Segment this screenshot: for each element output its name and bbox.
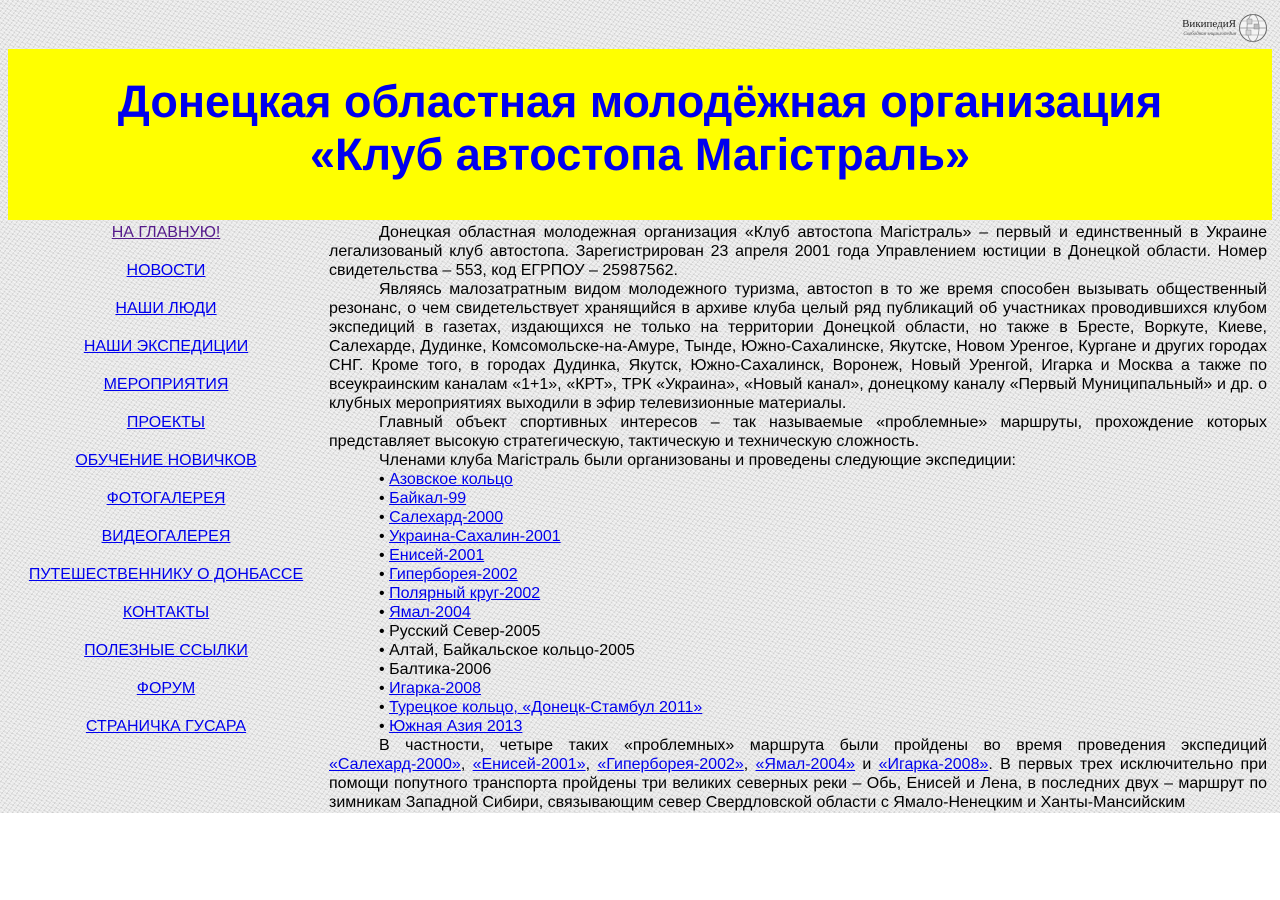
expedition-link[interactable]: Украина-Сахалин-2001 — [389, 528, 561, 545]
list-item — [379, 717, 1267, 736]
expedition-link[interactable]: Азовское кольцо — [389, 471, 513, 488]
bullet: • — [379, 661, 385, 678]
bullet: • — [379, 642, 385, 659]
main-content — [329, 223, 1267, 812]
separator-comma: , — [585, 756, 591, 773]
nav-link-forum[interactable]: ФОРУМ — [136, 680, 196, 697]
list-item — [379, 584, 1267, 603]
bullet: • — [379, 566, 385, 583]
list-item — [379, 470, 1267, 489]
inline-link-salekhard-2000[interactable]: «Салехард-2000» — [329, 756, 461, 773]
problem-routes-intro: В частности, четыре таких «проблемных» маршрута были пройдены во время проведения экспедиций — [379, 737, 1267, 754]
expedition-text: Алтай, Байкальское кольцо-2005 — [389, 642, 635, 659]
nav-link-donbass-guide[interactable]: ПУТЕШЕСТВЕННИКУ О ДОНБАССЕ — [28, 566, 304, 583]
page-title: Донецкая областная молодёжная организация «Клуб автостопа Магістраль» — [117, 75, 1163, 180]
list-item — [379, 565, 1267, 584]
list-item — [379, 679, 1267, 698]
list-item — [379, 546, 1267, 565]
inline-link-hyperborea-2002[interactable]: «Гиперборея-2002» — [597, 756, 744, 773]
nav-link-news[interactable]: НОВОСТИ — [126, 262, 206, 279]
header-banner — [8, 49, 1272, 220]
wikipedia-logo-text — [1182, 19, 1236, 37]
problem-routes-paragraph — [329, 736, 1267, 812]
bullet: • — [379, 490, 385, 507]
expedition-link[interactable]: Южная Азия 2013 — [389, 718, 523, 735]
bullet: • — [379, 680, 385, 697]
expeditions-list — [329, 470, 1267, 736]
separator-comma: , — [460, 756, 466, 773]
expedition-link[interactable]: Байкал-99 — [389, 490, 467, 507]
nav-link-hussar-page[interactable]: СТРАНИЧКА ГУСАРА — [85, 718, 247, 735]
wikipedia-logo-name: ВикипедиЯ — [1182, 18, 1236, 30]
nav-link-training[interactable]: ОБУЧЕНИЕ НОВИЧКОВ — [75, 452, 257, 469]
sport-interest-paragraph: Главный объект спортивных интересов – так называемые «проблемные» маршруты, прохождение которых представляет высокую стратегическую, тактическую и техническую сложность. — [329, 414, 1267, 450]
list-item — [379, 603, 1267, 622]
inline-link-enisei-2001[interactable]: «Енисей-2001» — [472, 756, 586, 773]
nav-link-projects[interactable]: ПРОЕКТЫ — [126, 414, 206, 431]
bullet: • — [379, 547, 385, 564]
publicity-paragraph: Являясь малозатратным видом молодежного туризма, автостоп в то же время способен вызывать общественный резонанс, о чем свидетельствует хранящийся в архиве клуба целый ряд публикаций об участниках проводившихся клубом экспедиций в газетах, издающихся не только на территории Донецкой области, но также в Бресте, Воркуте, Киеве, Салехарде, Дудинке, Комсомольске-на-Амуре, Тынде, Южно-Сахалинске, Якутске, Новом Уренгое, Кургане и других городах СНГ. Кроме того, в городах Дудинка, Якутск, Южно-Сахалинск, Воронеж, Новый Уренгой, Игарка и Москва а также по всеукраинским каналам «1+1», «КРТ», ТРК «Украина», «Новый канал», донецкому каналу «Первый Муниципальный» и др. о клубных мероприятиях выходили в эфир телевизионные материалы. — [329, 281, 1267, 412]
nav-link-video-gallery[interactable]: ВИДЕОГАЛЕРЕЯ — [101, 528, 231, 545]
expedition-link[interactable]: Ямал-2004 — [389, 604, 471, 621]
wikipedia-globe-icon — [1238, 13, 1268, 43]
list-item — [379, 508, 1267, 527]
problem-routes-rest: . В первых трех исключительно при помощи попутного транспорта пройдены три великих северных реки – Обь, Енисей и Лена, в последних двух – маршрут по зимникам Западной Сибири, связывающим север Свердловской области с Ямало-Ненецким и Ханты-Мансийским — [329, 756, 1268, 811]
list-item — [379, 660, 1267, 679]
list-item — [379, 622, 1267, 641]
inline-link-igarka-2008[interactable]: «Игарка-2008» — [878, 756, 989, 773]
expedition-link[interactable]: Турецкое кольцо, «Донецк-Стамбул 2011» — [389, 699, 703, 716]
nav-link-photo-gallery[interactable]: ФОТОГАЛЕРЕЯ — [106, 490, 226, 507]
separator-and: и — [862, 756, 872, 773]
bullet: • — [379, 604, 385, 621]
expedition-link[interactable]: Игарка-2008 — [389, 680, 482, 697]
expedition-link[interactable]: Гиперборея-2002 — [389, 566, 518, 583]
list-item — [379, 527, 1267, 546]
bullet: • — [379, 718, 385, 735]
bullet: • — [379, 623, 385, 640]
sidebar-nav — [8, 222, 324, 754]
expeditions-intro-paragraph: Членами клуба Магістраль были организованы и проведены следующие экспедиции: — [379, 452, 1016, 469]
expedition-link[interactable]: Енисей-2001 — [389, 547, 485, 564]
intro-paragraph: Донецкая областная молодежная организация «Клуб автостопа Магістраль» – первый и единственный в Украине легализованый клуб автостопа. Зарегистрирован 23 апреля 2001 года Управлением юстиции в Донецкой области. Номер свидетельства – 553, код ЕГРПОУ – 25987562. — [329, 224, 1267, 279]
wikipedia-logo-link[interactable] — [1178, 11, 1268, 45]
separator-comma: , — [743, 756, 749, 773]
expedition-link[interactable]: Полярный круг-2002 — [389, 585, 541, 602]
nav-link-events[interactable]: МЕРОПРИЯТИЯ — [103, 376, 229, 393]
nav-link-contacts[interactable]: КОНТАКТЫ — [122, 604, 210, 621]
bullet: • — [379, 585, 385, 602]
bullet: • — [379, 528, 385, 545]
nav-link-our-people[interactable]: НАШИ ЛЮДИ — [115, 300, 217, 317]
nav-link-expeditions[interactable]: НАШИ ЭКСПЕДИЦИИ — [83, 338, 249, 355]
bullet: • — [379, 509, 385, 526]
expedition-link[interactable]: Салехард-2000 — [389, 509, 504, 526]
inline-link-yamal-2004[interactable]: «Ямал-2004» — [755, 756, 856, 773]
expedition-text: Балтика-2006 — [389, 661, 492, 678]
wikipedia-logo-tagline: Свободная энциклопедия — [1183, 32, 1236, 37]
list-item — [379, 641, 1267, 660]
bullet: • — [379, 471, 385, 488]
list-item — [379, 489, 1267, 508]
list-item — [379, 698, 1267, 717]
bullet: • — [379, 699, 385, 716]
nav-link-home[interactable]: НА ГЛАВНУЮ! — [111, 224, 221, 241]
expedition-text: Русский Север-2005 — [389, 623, 541, 640]
nav-link-useful-links[interactable]: ПОЛЕЗНЫЕ ССЫЛКИ — [84, 642, 248, 659]
